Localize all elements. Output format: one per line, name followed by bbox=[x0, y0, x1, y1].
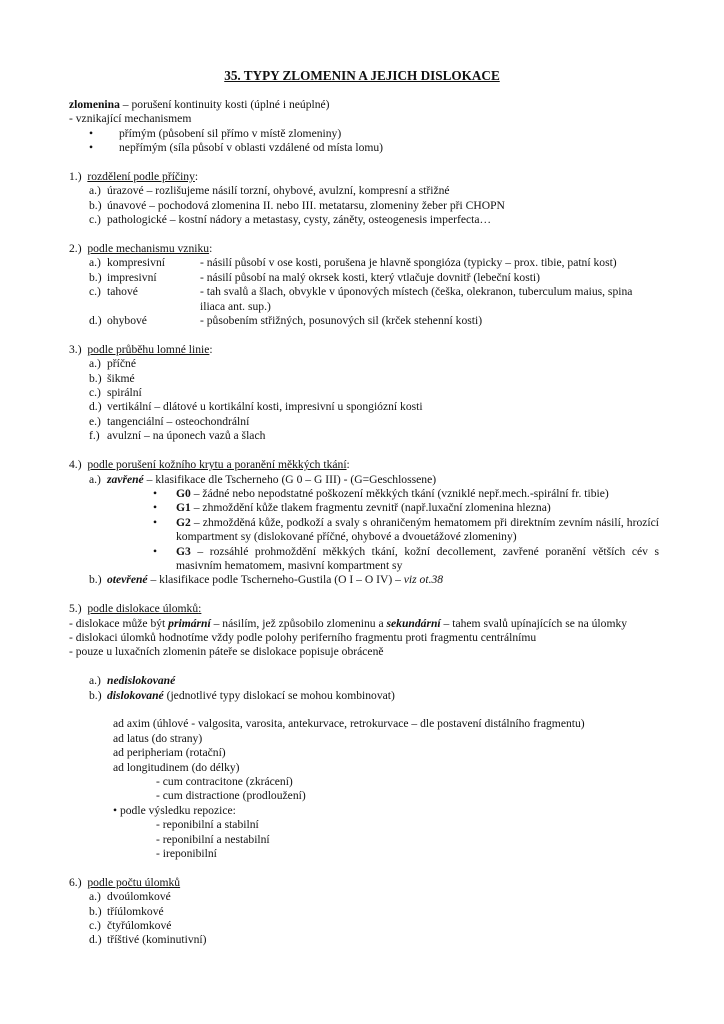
item-term: kompresivní bbox=[107, 256, 165, 270]
item-term: tahové bbox=[107, 285, 138, 299]
item-key: a.) bbox=[89, 357, 101, 371]
item-key: f.) bbox=[89, 429, 100, 443]
item-text: vertikální – dlátové u kortikální kosti, impresivní u spongiózní kosti bbox=[107, 400, 423, 414]
page-title: 35. TYPY ZLOMENIN A JEJICH DISLOKACE bbox=[224, 68, 500, 83]
list-item bbox=[69, 674, 659, 688]
bullet-icon: • bbox=[89, 126, 94, 140]
ad-item: ad peripheriam (rotační) bbox=[113, 746, 226, 760]
item-text: šikmé bbox=[107, 371, 135, 385]
ad-subitem: - cum distractione (prodloužení) bbox=[156, 789, 306, 803]
item-key: a.) bbox=[89, 472, 101, 486]
colon: : bbox=[346, 458, 350, 472]
list-item bbox=[69, 271, 659, 285]
section-1-heading bbox=[69, 170, 659, 184]
bullet-icon: • bbox=[153, 501, 158, 515]
item-text: úrazové – rozlišujeme násilí torzní, ohybové, avulzní, kompresní a střižné bbox=[107, 184, 450, 198]
item-key: a.) bbox=[89, 256, 101, 270]
colon: : bbox=[198, 602, 202, 616]
item-text: - tah svalů a šlach, obvykle v úponových místech (češka, olekranon, tuberculum maius, spina iliaca ant. sup.) bbox=[200, 285, 633, 313]
list-item bbox=[69, 400, 659, 414]
list-item bbox=[69, 573, 659, 587]
item-key: b.) bbox=[89, 904, 102, 918]
term-zlomenina: zlomenina bbox=[69, 98, 120, 111]
list-item bbox=[69, 415, 659, 429]
text: - dislokace může být bbox=[69, 616, 169, 630]
list-item bbox=[69, 127, 659, 141]
item-key: c.) bbox=[89, 919, 101, 933]
colon: : bbox=[209, 342, 213, 356]
list-item bbox=[69, 285, 659, 314]
item-text: - násilí působí v ose kosti, porušena je hlavně spongióza (typicky – prox. tibie, patní kost) bbox=[200, 256, 617, 270]
grade-text: – žádné nebo nepodstatné poškození měkkých tkání (vzniklé nepř.mech.-spirální fr. tibie) bbox=[190, 486, 609, 500]
section-4-heading bbox=[69, 458, 659, 472]
section-title: podle počtu úlomků bbox=[87, 875, 181, 889]
item-key: b.) bbox=[89, 573, 102, 587]
grade-item bbox=[69, 501, 659, 515]
item-key: a.) bbox=[89, 890, 101, 904]
grade-label: G0 bbox=[176, 486, 191, 500]
item-key: a.) bbox=[89, 184, 101, 198]
item-text: čtyřúlomkové bbox=[107, 919, 172, 933]
item-key: b.) bbox=[89, 270, 102, 284]
item-key: c.) bbox=[89, 386, 101, 400]
section-title: podle dislokace úlomků bbox=[87, 602, 199, 616]
section-number: 5.) bbox=[69, 602, 82, 616]
list-item bbox=[69, 386, 659, 400]
section-number: 2.) bbox=[69, 242, 82, 256]
dislocation-line bbox=[69, 617, 659, 631]
grade-label: G2 bbox=[176, 515, 191, 529]
repozice-item: - ireponibilní bbox=[156, 847, 217, 861]
section-6-heading bbox=[69, 876, 659, 890]
bullet-icon: • bbox=[153, 515, 158, 529]
list-item bbox=[69, 429, 659, 443]
section-title: podle porušení kožního krytu a poranění měkkých tkání bbox=[87, 458, 347, 472]
ad-item: ad latus (do strany) bbox=[113, 731, 203, 745]
grade-text: – zhmožděná kůže, podkoží a svaly s ohraničeným hematomem při direktním zevním násilí, hrozící kompartment sy (dislokované příčné, ohybové a dvouetážové zlomeniny) bbox=[176, 515, 659, 544]
grade-text: – rozsáhlé prohmoždění měkkých tkání, kožní decollement, zavřené poranění větších cév s masivním hematomem, masivní kompartment sy bbox=[176, 544, 659, 572]
list-item bbox=[69, 199, 659, 213]
item-text: avulzní – na úponech vazů a šlach bbox=[107, 429, 266, 443]
item-text: – klasifikace dle Tscherneho (G 0 – G III) - (G=Geschlossene) bbox=[143, 472, 437, 486]
item-text: tangenciální – osteochondrální bbox=[107, 414, 250, 428]
text: – násilím, jež způsobilo zlomeninu a bbox=[210, 616, 387, 630]
section-number: 3.) bbox=[69, 342, 82, 356]
section-title: rozdělení podle příčiny bbox=[87, 170, 195, 184]
list-item bbox=[69, 933, 659, 947]
item-key: d.) bbox=[89, 400, 102, 414]
list-item bbox=[69, 473, 659, 487]
list-item bbox=[69, 256, 659, 270]
item-text: - násilí působí na malý okrsek kosti, který vtlačuje dovnitř (lebeční kosti) bbox=[200, 270, 541, 284]
item-key: b.) bbox=[89, 198, 102, 212]
item-term: ohybové bbox=[107, 314, 147, 328]
item-text: - působením střižných, posunových sil (krček stehenní kosti) bbox=[200, 314, 483, 328]
list-item bbox=[69, 314, 659, 328]
item-text: dvoúlomkové bbox=[107, 890, 171, 904]
bullet-icon: • bbox=[89, 141, 94, 155]
section-number: 6.) bbox=[69, 875, 82, 889]
list-item bbox=[69, 689, 659, 703]
list-item bbox=[69, 213, 659, 227]
cross-reference: viz ot.38 bbox=[403, 573, 444, 587]
item-term: nedislokované bbox=[107, 674, 176, 688]
item-text: spirální bbox=[107, 386, 142, 400]
list-item-text: přímým (působení sil přímo v místě zlomeniny) bbox=[119, 126, 342, 140]
list-item bbox=[69, 141, 659, 155]
document-body bbox=[69, 98, 659, 948]
dislocation-line: - dislokaci úlomků hodnotíme vždy podle polohy periferního fragmentu proti fragmentu centrálnímu bbox=[69, 630, 537, 644]
bullet-icon: • bbox=[153, 544, 158, 558]
section-title: podle mechanismu vzniku bbox=[87, 242, 210, 256]
dislocation-line: - pouze u luxačních zlomenin páteře se dislokace popisuje obráceně bbox=[69, 645, 384, 659]
item-text: tříúlomkové bbox=[107, 904, 164, 918]
section-title: podle průběhu lomné linie bbox=[87, 342, 210, 356]
section-number: 1.) bbox=[69, 170, 82, 184]
list-item bbox=[69, 919, 659, 933]
colon: : bbox=[209, 242, 213, 256]
list-item bbox=[69, 905, 659, 919]
colon: : bbox=[194, 170, 199, 184]
grade-label: G3 bbox=[176, 544, 191, 558]
list-item bbox=[69, 890, 659, 904]
list-item bbox=[69, 184, 659, 198]
item-text: tříštivé (kominutivní) bbox=[107, 933, 207, 947]
item-key: b.) bbox=[89, 688, 102, 702]
grade-item bbox=[69, 545, 659, 574]
term-secondary: sekundární bbox=[386, 616, 441, 630]
repozice-heading: • podle výsledku repozice: bbox=[113, 803, 236, 817]
grade-item bbox=[69, 516, 659, 545]
list-item-text: nepřímým (síla působí v oblasti vzdálené od místa lomu) bbox=[119, 141, 384, 155]
item-term: impresivní bbox=[107, 270, 157, 284]
section-5-heading bbox=[69, 602, 659, 616]
section-3-heading bbox=[69, 343, 659, 357]
list-item bbox=[69, 357, 659, 371]
repozice-item: - reponibilní a stabilní bbox=[156, 818, 259, 832]
item-key: d.) bbox=[89, 314, 102, 328]
item-key: a.) bbox=[89, 674, 101, 688]
item-text: (jednotlivé typy dislokací se mohou kombinovat) bbox=[163, 688, 395, 702]
item-key: e.) bbox=[89, 414, 101, 428]
section-2-heading bbox=[69, 242, 659, 256]
definition-text: – porušení kontinuity kosti (úplné i neúplné) bbox=[119, 98, 330, 111]
item-text: – klasifikace podle Tscherneho-Gustila (O I – O IV) – bbox=[147, 573, 404, 587]
grade-text: – zhmoždění kůže tlakem fragmentu zevnitř (např.luxační zlomenina hlezna) bbox=[190, 501, 551, 515]
item-text: příčné bbox=[107, 357, 136, 371]
item-term: otevřené bbox=[107, 573, 148, 587]
grade-item bbox=[69, 487, 659, 501]
list-item bbox=[69, 372, 659, 386]
item-text: pathologické – kostní nádory a metastasy, cysty, záněty, osteogenesis imperfecta… bbox=[107, 213, 492, 227]
section-number: 4.) bbox=[69, 458, 82, 472]
item-term: dislokované bbox=[107, 688, 164, 702]
term-primary: primární bbox=[168, 616, 211, 630]
item-term: zavřené bbox=[107, 472, 144, 486]
mechanism-heading: - vznikající mechanismem bbox=[69, 112, 192, 126]
ad-item: ad axim (úhlové - valgosita, varosita, antekurvace, retrokurvace – dle postavení distálního fragmentu) bbox=[113, 717, 585, 731]
definition-line bbox=[69, 98, 659, 112]
grade-label: G1 bbox=[176, 501, 191, 515]
text: – tahem svalů upínajících se na úlomky bbox=[440, 616, 628, 630]
item-key: c.) bbox=[89, 285, 101, 299]
ad-item: ad longitudinem (do délky) bbox=[113, 760, 240, 774]
item-key: b.) bbox=[89, 371, 102, 385]
bullet-icon: • bbox=[153, 486, 158, 500]
item-key: d.) bbox=[89, 933, 102, 947]
repozice-item: - reponibilní a nestabilní bbox=[156, 832, 270, 846]
item-text: únavové – pochodová zlomenina II. nebo III. metatarsu, zlomeniny žeber při CHOPN bbox=[107, 198, 505, 212]
item-key: c.) bbox=[89, 213, 101, 227]
ad-subitem: - cum contracitone (zkrácení) bbox=[156, 774, 293, 788]
